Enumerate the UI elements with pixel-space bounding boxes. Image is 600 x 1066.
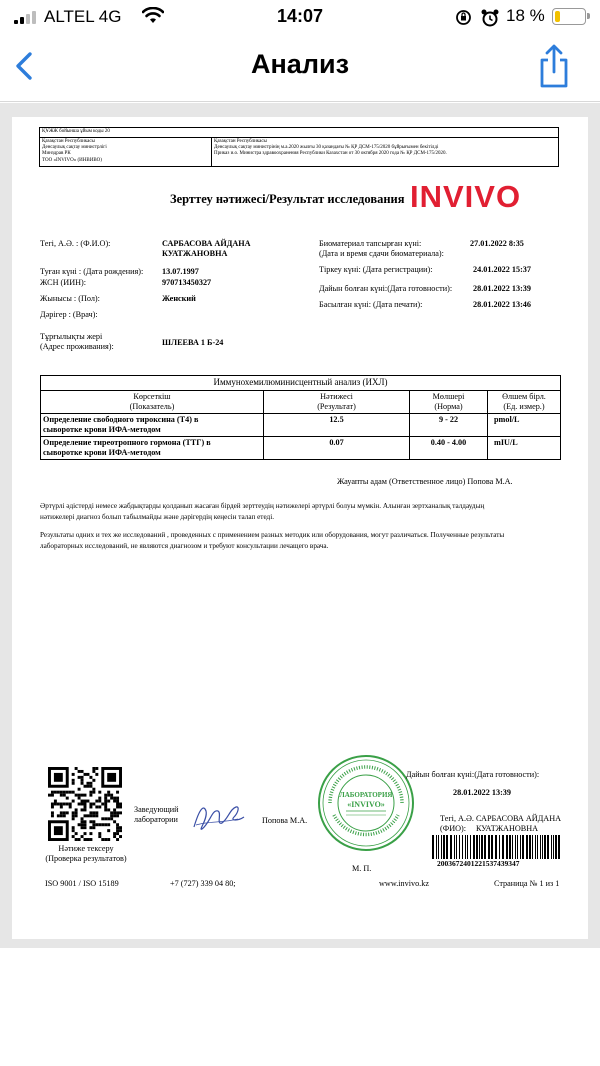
column-header	[488, 391, 561, 414]
address-label	[40, 332, 114, 352]
fio-label: Тегі, А.Ә. : (Ф.И.О):	[40, 239, 111, 248]
unit-value: pmol/L	[488, 414, 561, 437]
carrier-name: ALTEL 4G	[44, 7, 122, 26]
footer-site[interactable]: www.invivo.kz	[379, 879, 429, 888]
disclaimer-kk	[40, 501, 565, 523]
result-value: 12.5	[264, 414, 410, 437]
header-left-line: Минздрав РК	[42, 151, 71, 157]
footer-page: Страница № 1 из 1	[494, 879, 560, 888]
table-header-row	[41, 391, 561, 414]
document-viewer[interactable]	[0, 103, 600, 948]
header-left-line: Қазақстан Республикасы	[42, 139, 95, 144]
header-left-line: ТОО «INVIVO» (ИНВИВО)	[42, 157, 102, 163]
stamp-text: ЛАБОРАТОРИЯ	[339, 791, 393, 799]
stamp-text: «INVIVO»	[347, 800, 385, 809]
battery-percent: 18 %	[506, 6, 545, 25]
status-bar	[0, 0, 600, 34]
stamp-icon	[316, 753, 416, 853]
ready-date-label: Дайын болған күні:(Дата готовности):	[319, 284, 453, 293]
table-row	[41, 437, 561, 460]
analysis-name-line: сыворотке крови ИФА-методом	[43, 448, 161, 457]
analysis-name-line: сыворотке крови ИФА-методом	[43, 425, 161, 434]
column-header-kk: Көрсеткіш	[133, 392, 171, 401]
column-header-ru: (Норма)	[434, 402, 463, 411]
column-header	[41, 391, 264, 414]
qr-caption-line: Нәтиже тексеру	[58, 844, 114, 853]
clock: 14:07	[276, 6, 324, 26]
sex-label: Жынысы : (Пол):	[40, 294, 100, 303]
bio-date-value: 27.01.2022 8:35	[470, 239, 524, 248]
disclaimer-line: лабораторных исследований, не являются диагнозом и требуют консультации лечащего врача.	[40, 542, 329, 550]
bottom-fio-value	[476, 814, 561, 834]
bio-date-label-line: (Дата и время сдачи биоматериала):	[319, 249, 444, 258]
print-date-label: Басылған күні: (Дата печати):	[319, 300, 423, 309]
bottom-fio-value-line: КУАТЖАНОВНА	[476, 824, 539, 833]
norm-value: 0.40 - 4.00	[410, 437, 488, 460]
header-right-line: Приказ и.о. Министра здравоохранения Республики Казахстан от 30 октября 2020 года № ҚР ДСМ-175/2020.	[214, 151, 447, 157]
bottom-fio-label-line: Тегі, А.Ә.	[440, 814, 474, 823]
head-of-lab-label	[134, 805, 179, 825]
reg-date-value: 24.01.2022 15:37	[473, 265, 531, 274]
analysis-name	[41, 414, 264, 437]
share-icon	[532, 42, 576, 90]
norm-value: 9 - 22	[410, 414, 488, 437]
rotation-lock-icon	[455, 9, 472, 26]
analysis-name	[41, 437, 264, 460]
column-header-kk: Нәтижесі	[320, 392, 353, 401]
bottom-fio-label	[440, 814, 474, 834]
responsible-person: Жауапты адам (Ответственное лицо) Попова М.А.	[337, 477, 513, 486]
navigation-bar	[0, 34, 600, 102]
header-right	[212, 138, 558, 167]
header-left-line: Денсаулық сақтау министрлігі	[42, 145, 107, 151]
qr-caption	[38, 844, 134, 864]
reg-date-label: Тіркеу күні: (Дата регистрации):	[319, 265, 433, 274]
birth-value: 13.07.1997	[162, 267, 199, 276]
iin-value: 970713450327	[162, 278, 212, 287]
page-title: Анализ	[251, 49, 349, 79]
header-left	[40, 138, 212, 167]
qr-caption-line: (Проверка результатов)	[45, 854, 127, 863]
birth-label: Туған күні : (Дата рождения):	[40, 267, 144, 276]
table-caption: Иммунохемилюминисцентный анализ (ИХЛ)	[41, 376, 561, 391]
bottom-ready-value: 28.01.2022 13:39	[453, 788, 511, 797]
print-date-value: 28.01.2022 13:46	[473, 300, 531, 309]
analysis-name-line: Определение свободного тироксина (Т4) в	[43, 415, 199, 424]
barcode-number: 20036724012215374393​47	[437, 859, 520, 868]
battery-level-fill	[555, 11, 560, 22]
lab-result-document	[12, 117, 588, 939]
barcode-icon	[432, 835, 562, 859]
bottom-fio-label-line: (ФИО):	[440, 824, 467, 833]
column-header-ru: (Ед. измер.)	[503, 402, 545, 411]
column-header-ru: (Показатель)	[129, 402, 175, 411]
unit-value: mIU/L	[488, 437, 561, 460]
analysis-name-line: Определение тиреотропного гормона (ТТГ) в	[43, 438, 211, 447]
stamp-place-label: М. П.	[352, 864, 372, 873]
document-title: Зерттеу нәтижесі/Результат исследования	[170, 192, 405, 206]
footer-iso: ISO 9001 / ISO 15189	[45, 879, 119, 888]
disclaimer-line: нәтижелері диагноз болып табылмайды және дәрігердің кеңесін талап етеді.	[40, 513, 274, 521]
column-header-kk: Өлшем бірл.	[502, 392, 546, 401]
fio-value-line: САРБАСОВА АЙДАНА	[162, 239, 251, 248]
qr-code-icon[interactable]	[48, 767, 122, 841]
share-button[interactable]	[532, 42, 576, 90]
address-label-line: Тұрғылықты жері	[40, 332, 103, 341]
results-table	[40, 375, 561, 460]
head-of-lab-line: Заведующий	[134, 805, 179, 814]
bio-date-label-line: Биоматериал тапсырған күні:	[319, 239, 422, 248]
battery-icon	[552, 8, 586, 25]
result-value: 0.07	[264, 437, 410, 460]
bottom-ready-label: Дайын болған күні:(Дата готовности):	[406, 770, 540, 779]
fio-value-line: КУАТЖАНОВНА	[162, 249, 228, 258]
alarm-icon	[480, 8, 500, 28]
ready-date-value: 28.01.2022 13:39	[473, 284, 531, 293]
address-label-line: (Адрес проживания):	[40, 342, 114, 351]
header-right-line: Қазақстан Республикасы	[214, 139, 267, 144]
head-of-lab-line: лаборатории	[134, 815, 178, 824]
iin-label: ЖСН (ИИН):	[40, 278, 87, 287]
footer-phone: +7 (727) 339 04 80;	[170, 879, 236, 888]
column-header-ru: (Результат)	[317, 402, 356, 411]
signature-icon	[188, 797, 248, 837]
header-org-code: ҚҰЖЖ бойынша ұйым коды 20	[40, 128, 558, 138]
document-header-box	[39, 127, 559, 167]
disclaimer-line: Әртүрлі әдістерді немесе жабдықтарды қолданып жасаған бірдей зерттеудің нәтижелері әртүрлі болуы мүмкін. Алынған зертханалық талдаудың	[40, 502, 485, 510]
bottom-fio-value-line: САРБАСОВА АЙДАНА	[476, 814, 562, 823]
table-row	[41, 414, 561, 437]
column-header	[264, 391, 410, 414]
column-header-kk: Мөлшері	[432, 392, 465, 401]
disclaimer-ru	[40, 530, 565, 552]
invivo-logo: INVIVO	[410, 179, 522, 214]
disclaimer-line: Результаты одних и тех же исследований , проведенных с применением разных методик или оборудования, могут различаться. Полученные результаты	[40, 531, 505, 539]
head-of-lab-name: Попова М.А.	[262, 816, 308, 825]
sex-value: Женский	[162, 294, 196, 303]
address-value: ШЛЕЕВА 1 Б-24	[162, 338, 224, 347]
bio-date-label	[319, 239, 444, 259]
fio-value	[162, 239, 251, 259]
doctor-label: Дәрігер : (Врач):	[40, 310, 98, 319]
header-right-line: Денсаулық сақтау министрінің м.а.2020 жылғы 30 қазандағы № ҚР ДСМ-175/2020 бұйрығымен бекітілді	[214, 145, 439, 151]
column-header	[410, 391, 488, 414]
